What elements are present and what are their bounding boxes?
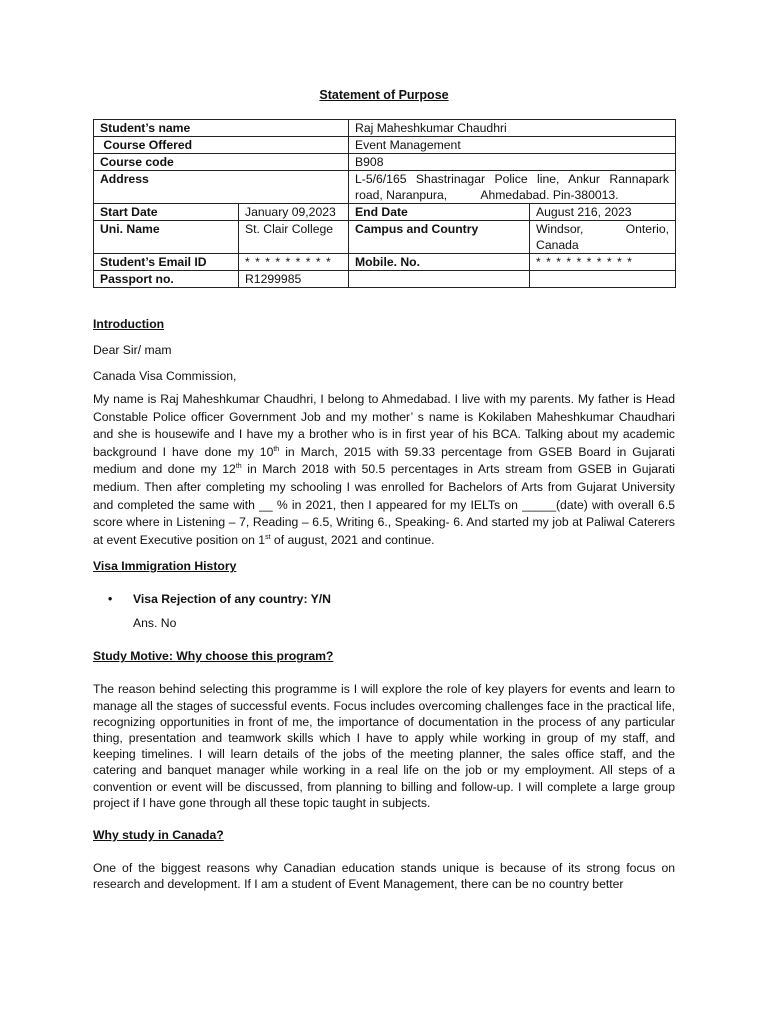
course-offered-label: Course Offered	[94, 137, 349, 154]
ordinal-suffix: th	[273, 445, 280, 453]
start-date-label: Start Date	[94, 204, 239, 221]
table-row	[94, 254, 676, 271]
students-name-value: Raj Maheshkumar Chaudhri	[349, 120, 676, 137]
why-canada-paragraph: One of the biggest reasons why Canadian education stands unique is because of its strong focus on research and development. If I am a student of Event Management, there can be no country better	[93, 860, 675, 892]
table-row	[94, 271, 676, 288]
table-row	[94, 137, 676, 154]
visa-history-heading: Visa Immigration History	[93, 559, 237, 574]
visa-rejection-item	[93, 592, 675, 606]
document-title: Statement of Purpose	[319, 88, 449, 102]
email-value: * * * * * * * * *	[239, 254, 349, 271]
uni-name-label: Uni. Name	[94, 221, 239, 254]
address-label: Address	[94, 171, 349, 204]
why-canada-heading: Why study in Canada?	[93, 827, 224, 842]
introduction-heading: Introduction	[93, 317, 165, 331]
study-motive-heading: Study Motive: Why choose this program?	[93, 649, 334, 664]
course-code-value: B908	[349, 154, 676, 171]
table-row	[94, 120, 676, 137]
addressee: Canada Visa Commission,	[93, 369, 237, 383]
mobile-label: Mobile. No.	[349, 254, 530, 271]
uni-name-value: St. Clair College	[239, 221, 349, 254]
table-row	[94, 154, 676, 171]
empty-cell	[530, 271, 676, 288]
passport-label: Passport no.	[94, 271, 239, 288]
visa-rejection-answer: Ans. No	[133, 616, 177, 631]
table-row	[94, 221, 676, 254]
intro-text-b: in March, 2015 with 59.33 percentage from GSEB Board in Gujarati medium and done my 12	[93, 444, 675, 477]
salutation: Dear Sir/ mam	[93, 343, 172, 357]
introduction-paragraph	[93, 391, 675, 549]
ordinal-suffix: st	[265, 533, 271, 541]
end-date-label: End Date	[349, 204, 530, 221]
student-info-table	[93, 119, 676, 288]
visa-rejection-question: Visa Rejection of any country: Y/N	[133, 592, 331, 607]
study-motive-paragraph: The reason behind selecting this programme is I will explore the role of key players for events and learn to manage all the stages of successful events. Focus includes overcoming challenges face in the practical life, recognizing opportunities in front of me, the importance of documentation in the process of any particular thing, presentation and teamwork skills which I have to apply while working in group of my staff, and keeping timelines. I will learn details of the jobs of the meeting planner, the sales office staff, and the catering and banquet manager while working in a real life on the job or my employment. All steps of a convention or event will be discussed, from planning to billing and follow-up. I will complete a large group project if I have gone through all these topic taught in subjects.	[93, 682, 675, 810]
intro-text-c: in March 2018 with 50.5 percentages in Arts stream from GSEB in Gujarati medium. Then after completing my schooling I was enrolled for Bachelors of Arts from Gujarat University and completed the same with __ % in 2021, then I appeared for my IELTs on _____(date) with overall 6.5 score where in Listening – 7, Reading – 6.5, Writing 6., Speaking- 6. And started my job at Paliwal Caterers at event Executive position on 1	[93, 462, 675, 547]
campus-value: Windsor, Onterio, Canada	[530, 221, 676, 254]
start-date-value: January 09,2023	[239, 204, 349, 221]
email-label: Student’s Email ID	[94, 254, 239, 271]
empty-cell	[349, 271, 530, 288]
intro-text-d: of august, 2021 and continue.	[270, 532, 435, 547]
passport-value: R1299985	[239, 271, 349, 288]
course-offered-value: Event Management	[349, 137, 676, 154]
ordinal-suffix: th	[235, 463, 242, 471]
bullet-icon: •	[108, 592, 113, 607]
intro-text-a: My name is Raj Maheshkumar Chaudhri, I belong to Ahmedabad. I live with my parents. My father is Head Constable Police officer Government Job and my mother’ s name is Kokilaben Maheshkumar Chaudhari and she is housewife and I have my a brother who is in first year of his BCA. Talking about my academic background I have done my 10	[93, 392, 675, 459]
mobile-value: * * * * * * * * * *	[530, 254, 676, 271]
address-value: L-5/6/165 Shastrinagar Police line, Ankur Rannapark road, Naranpura, Ahmedabad. Pin-380013.	[349, 171, 676, 204]
campus-label: Campus and Country	[349, 221, 530, 254]
document-page	[93, 88, 675, 892]
end-date-value: August 216, 2023	[530, 204, 676, 221]
course-code-label: Course code	[94, 154, 349, 171]
table-row	[94, 171, 676, 204]
table-row	[94, 204, 676, 221]
students-name-label: Student’s name	[94, 120, 349, 137]
